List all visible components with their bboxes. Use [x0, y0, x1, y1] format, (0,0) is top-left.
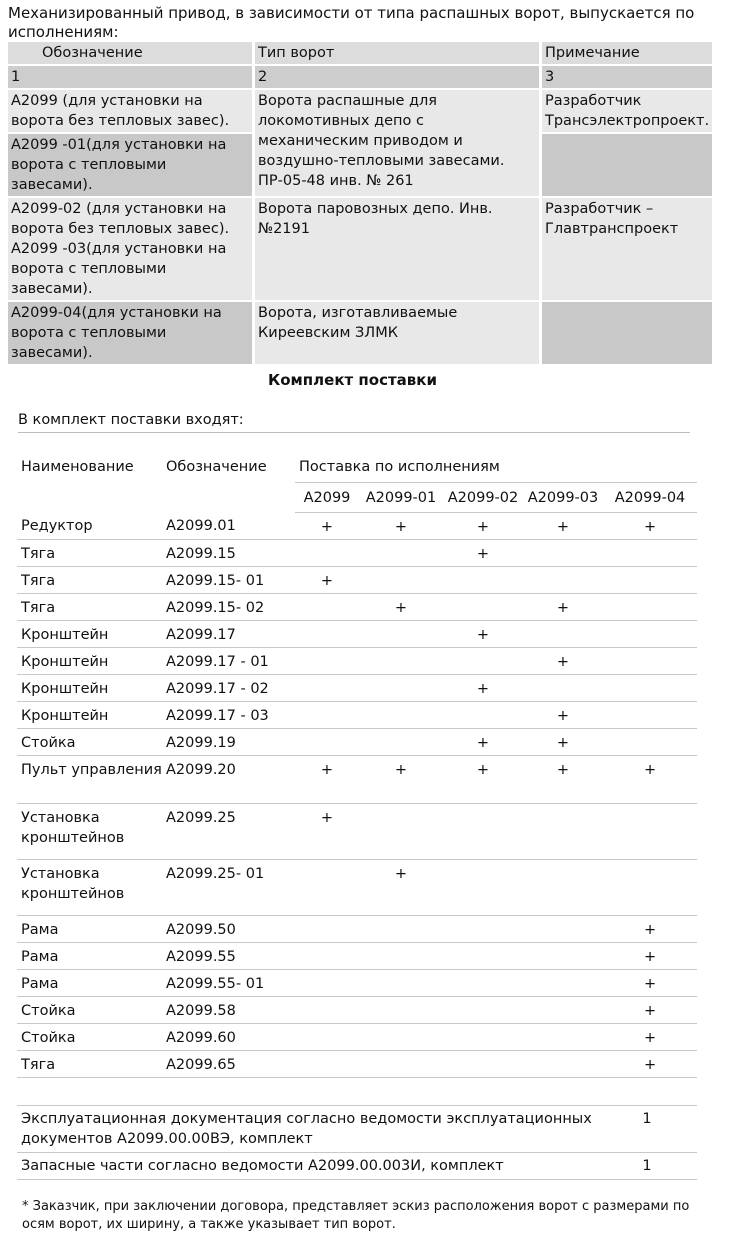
kit-supply-mark [295, 942, 359, 969]
col-supply-header: Поставка по исполнениям [295, 450, 697, 482]
kit-row [17, 701, 697, 728]
kit-supply-mark [603, 539, 697, 566]
gate-type-cell: Ворота, изготавливаемые Киреевским ЗЛМК [255, 302, 539, 364]
note-cell [542, 134, 712, 196]
gate-type-cell: Ворота распашные для локомотивных депо с механическим приводом и воздушно-тепловыми завесами. ПР-05-48 инв. № 261 [255, 90, 539, 196]
kit-supply-mark [359, 647, 443, 674]
kit-supply-mark [359, 539, 443, 566]
docs-text: Запасные части согласно ведомости А2099.00.003И, комплект [17, 1153, 597, 1180]
kit-supply-mark [443, 1023, 523, 1050]
kit-supply-mark: + [523, 755, 603, 803]
kit-supply-mark [443, 647, 523, 674]
kit-row [17, 728, 697, 755]
kit-supply-mark [523, 1023, 603, 1050]
kit-supply-mark: + [443, 674, 523, 701]
kit-row [17, 566, 697, 593]
kit-supply-mark: + [523, 593, 603, 620]
kit-supply-mark [295, 620, 359, 647]
variants-row [8, 198, 712, 300]
kit-supply-mark [359, 915, 443, 942]
kit-supply-mark [295, 859, 359, 915]
kit-item-name: Рама [17, 942, 162, 969]
kit-supply-mark [443, 859, 523, 915]
variants-header-row [8, 42, 712, 64]
variant-header: А2099-01 [359, 482, 443, 512]
kit-row [17, 647, 697, 674]
kit-supply-mark [603, 566, 697, 593]
kit-row [17, 1050, 697, 1077]
kit-supply-mark [295, 593, 359, 620]
kit-row [17, 620, 697, 647]
kit-item-designation: А2099.65 [162, 1050, 295, 1077]
kit-item-designation: А2099.19 [162, 728, 295, 755]
kit-item-name: Стойка [17, 728, 162, 755]
kit-supply-mark: + [443, 620, 523, 647]
variants-row [8, 90, 712, 132]
kit-supply-mark: + [603, 1050, 697, 1077]
kit-supply-mark: + [443, 512, 523, 539]
variants-row [8, 302, 712, 364]
kit-supply-mark [359, 674, 443, 701]
kit-item-name: Тяга [17, 539, 162, 566]
kit-item-name: Тяга [17, 593, 162, 620]
kit-item-designation: А2099.55- 01 [162, 969, 295, 996]
kit-supply-mark: + [603, 755, 697, 803]
kit-supply-mark: + [603, 1023, 697, 1050]
kit-supply-mark [603, 647, 697, 674]
docs-row [17, 1153, 697, 1180]
kit-row [17, 942, 697, 969]
kit-supply-mark [523, 969, 603, 996]
kit-item-name: Стойка [17, 996, 162, 1023]
kit-supply-mark [443, 803, 523, 859]
kit-item-designation: А2099.15 [162, 539, 295, 566]
note-cell: Разработчик Трансэлектропроект. [542, 90, 712, 132]
intro-text: Механизированный привод, в зависимости от типа распашных ворот, выпускается по исполнениям: [8, 4, 695, 41]
kit-item-designation: А2099.15- 01 [162, 566, 295, 593]
kit-supply-mark [523, 539, 603, 566]
kit-item-name: Кронштейн [17, 620, 162, 647]
variant-header: А2099-02 [443, 482, 523, 512]
kit-supply-mark: + [603, 969, 697, 996]
kit-supply-mark [443, 701, 523, 728]
kit-row [17, 969, 697, 996]
kit-item-name: Тяга [17, 566, 162, 593]
note-cell [542, 302, 712, 364]
kit-item-name: Рама [17, 915, 162, 942]
kit-supply-mark [359, 1050, 443, 1077]
header-gate-type: Тип ворот [255, 42, 539, 64]
kit-supply-mark: + [603, 915, 697, 942]
kit-row [17, 996, 697, 1023]
kit-supply-mark: + [523, 728, 603, 755]
kit-supply-mark [523, 859, 603, 915]
designation-cell: А2099-02 (для установки на ворота без тепловых завес). А2099 -03(для установки на ворота с тепловыми завесами). [8, 198, 252, 300]
kit-item-name: Кронштейн [17, 674, 162, 701]
kit-item-designation: А2099.17 [162, 620, 295, 647]
kit-row [17, 674, 697, 701]
kit-item-designation: А2099.20 [162, 755, 295, 803]
kit-item-designation: А2099.01 [162, 512, 295, 539]
kit-item-name: Стойка [17, 1023, 162, 1050]
kit-row [17, 539, 697, 566]
kit-supply-mark [295, 674, 359, 701]
kit-supply-mark [359, 942, 443, 969]
col-number-3: 3 [542, 66, 712, 88]
kit-supply-mark [359, 728, 443, 755]
kit-supply-mark [295, 915, 359, 942]
kit-supply-mark [603, 674, 697, 701]
kit-supply-mark [523, 566, 603, 593]
kit-supply-mark [295, 996, 359, 1023]
kit-row [17, 593, 697, 620]
kit-table-body [17, 512, 697, 1077]
kit-supply-mark: + [295, 512, 359, 539]
kit-supply-mark [523, 915, 603, 942]
gate-type-cell: Ворота паровозных депо. Инв.№2191 [255, 198, 539, 300]
kit-supply-mark: + [523, 647, 603, 674]
kit-supply-mark [295, 969, 359, 996]
kit-table [17, 450, 697, 1078]
kit-supply-mark [359, 701, 443, 728]
docs-text: Эксплуатационная документация согласно ведомости эксплуатационных документов А2099.00.00ВЭ, комплект [17, 1106, 597, 1153]
kit-item-name: Кронштейн [17, 647, 162, 674]
kit-supply-mark [295, 1023, 359, 1050]
kit-row [17, 512, 697, 539]
kit-supply-mark [443, 1050, 523, 1077]
kit-supply-mark [295, 647, 359, 674]
kit-item-designation: А2099.50 [162, 915, 295, 942]
kit-supply-mark: + [443, 539, 523, 566]
footnote: * Заказчик, при заключении договора, представляет эскиз расположения ворот с размерами по осям ворот, их ширину, а также указывает тип ворот. [22, 1199, 690, 1232]
kit-item-designation: А2099.17 - 03 [162, 701, 295, 728]
kit-supply-mark [359, 996, 443, 1023]
kit-supply-mark: + [359, 593, 443, 620]
kit-item-designation: А2099.55 [162, 942, 295, 969]
kit-row [17, 755, 697, 803]
kit-supply-mark: + [603, 996, 697, 1023]
kit-item-designation: А2099.60 [162, 1023, 295, 1050]
kit-supply-mark [523, 1050, 603, 1077]
kit-intro: В комплект поставки входят: [18, 412, 690, 433]
kit-supply-mark: + [359, 755, 443, 803]
kit-row [17, 1023, 697, 1050]
kit-supply-mark [523, 996, 603, 1023]
col-number-1: 1 [8, 66, 252, 88]
kit-supply-mark [359, 566, 443, 593]
col-number-2: 2 [255, 66, 539, 88]
variants-table [5, 40, 715, 366]
kit-supply-mark: + [359, 512, 443, 539]
kit-row [17, 803, 697, 859]
kit-item-name: Установка кронштейнов [17, 859, 162, 915]
kit-supply-mark [603, 728, 697, 755]
kit-supply-mark [295, 1050, 359, 1077]
kit-supply-mark [359, 1023, 443, 1050]
kit-supply-mark: + [523, 701, 603, 728]
kit-supply-mark: + [295, 566, 359, 593]
kit-supply-mark [523, 674, 603, 701]
kit-supply-mark [603, 859, 697, 915]
kit-row [17, 915, 697, 942]
variants-number-row [8, 66, 712, 88]
kit-supply-mark [523, 942, 603, 969]
kit-supply-mark [603, 593, 697, 620]
variant-header: А2099-03 [523, 482, 603, 512]
designation-cell: А2099 -01(для установки на ворота с тепловыми завесами). [8, 134, 252, 196]
docs-row [17, 1106, 697, 1153]
kit-supply-mark [443, 969, 523, 996]
kit-supply-mark [359, 969, 443, 996]
kit-supply-mark: + [603, 942, 697, 969]
kit-item-name: Пульт управления [17, 755, 162, 803]
kit-supply-mark: + [295, 755, 359, 803]
kit-item-designation: А2099.17 - 01 [162, 647, 295, 674]
kit-supply-mark [443, 915, 523, 942]
kit-supply-mark [359, 803, 443, 859]
kit-supply-mark: + [295, 803, 359, 859]
docs-table [17, 1105, 697, 1180]
header-note: Примечание [542, 42, 712, 64]
kit-item-designation: А2099.58 [162, 996, 295, 1023]
kit-supply-mark: + [443, 728, 523, 755]
designation-cell: А2099 (для установки на ворота без тепловых завес). [8, 90, 252, 132]
note-cell: Разработчик – Главтранспроект [542, 198, 712, 300]
kit-item-designation: А2099.25 [162, 803, 295, 859]
kit-heading: Комплект поставки [267, 371, 437, 389]
col-name-header: Наименование [21, 459, 134, 475]
kit-item-name: Кронштейн [17, 701, 162, 728]
docs-qty: 1 [597, 1106, 697, 1153]
kit-supply-mark [443, 593, 523, 620]
kit-supply-mark: + [603, 512, 697, 539]
kit-item-name: Редуктор [17, 512, 162, 539]
variant-header: А2099 [295, 482, 359, 512]
col-designation-header: Обозначение [166, 459, 267, 475]
kit-supply-mark [295, 701, 359, 728]
kit-supply-mark [603, 803, 697, 859]
kit-supply-mark: + [443, 755, 523, 803]
kit-supply-mark [443, 566, 523, 593]
kit-item-designation: А2099.17 - 02 [162, 674, 295, 701]
docs-qty: 1 [597, 1153, 697, 1180]
kit-supply-mark [359, 620, 443, 647]
kit-supply-mark [603, 620, 697, 647]
kit-item-name: Рама [17, 969, 162, 996]
kit-item-name: Тяга [17, 1050, 162, 1077]
kit-item-name: Установка кронштейнов [17, 803, 162, 859]
kit-supply-mark: + [523, 512, 603, 539]
header-designation: Обозначение [8, 42, 252, 64]
kit-supply-mark [523, 620, 603, 647]
kit-row [17, 859, 697, 915]
variant-header: А2099-04 [603, 482, 697, 512]
kit-supply-mark [295, 728, 359, 755]
kit-item-designation: А2099.15- 02 [162, 593, 295, 620]
kit-supply-mark [443, 996, 523, 1023]
kit-supply-mark [295, 539, 359, 566]
kit-supply-mark [523, 803, 603, 859]
designation-cell: А2099-04(для установки на ворота с тепловыми завесами). [8, 302, 252, 364]
kit-supply-mark [443, 942, 523, 969]
kit-item-designation: А2099.25- 01 [162, 859, 295, 915]
kit-supply-mark [603, 701, 697, 728]
kit-supply-mark: + [359, 859, 443, 915]
kit-header-row [17, 450, 697, 482]
